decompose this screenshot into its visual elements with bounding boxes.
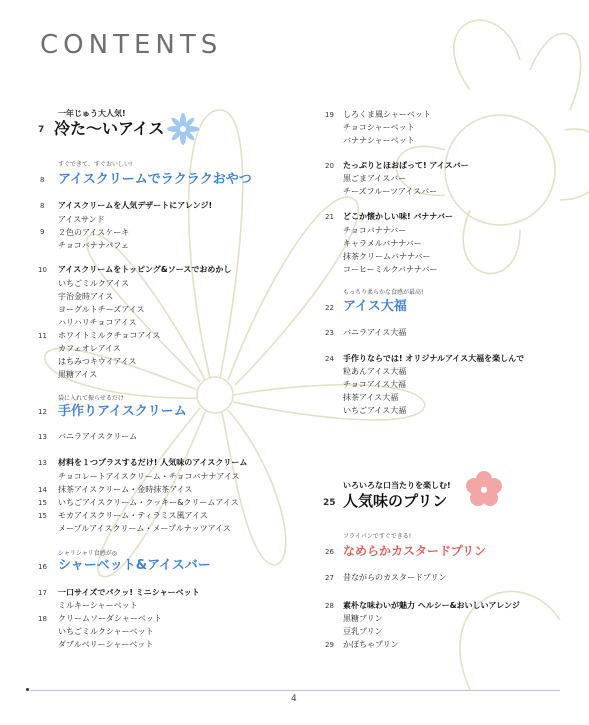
recipe-item: バナナシャーベット: [343, 136, 415, 145]
entry-heading: 素朴な味わいが魅力 ヘルシー&おいしいアレンジ: [343, 601, 520, 610]
recipe-item: いちごアイスクリーム・クッキー&クリームアイス: [58, 498, 239, 507]
recipe-item: ２色のアイスケーキ: [58, 228, 130, 237]
recipe-item: しろくま風シャーベット: [343, 110, 431, 119]
entry-heading: アイスクリームをトッピング&ソースでおめかし: [58, 265, 232, 274]
page-ref: 15: [38, 512, 47, 520]
page-ref: 19: [325, 111, 334, 119]
recipe-item: コーヒーミルクバナナバー: [343, 265, 438, 274]
recipe-item: ホワイトミルクチョコアイス: [58, 331, 161, 340]
footer-dot: [26, 688, 29, 691]
section-tagline: シャリシャリ食感が◎: [58, 550, 117, 557]
recipe-item: 抹茶アイス大福: [343, 393, 399, 402]
entry-heading: 手作りならでは! オリジナルアイス大福を楽しんで: [343, 354, 525, 363]
page-ref: 8: [40, 176, 45, 184]
recipe-item: ヨーグルトチーズアイス: [58, 305, 145, 314]
page-ref: 27: [325, 574, 334, 582]
recipe-item: 抹茶アイスクリーム・金時抹茶アイス: [58, 485, 193, 494]
section-tagline: フライパンですぐできる!: [343, 533, 412, 540]
recipe-item: チョコバナナパフェ: [58, 241, 129, 250]
entry-heading: どこか懐かしい味! バナナバー: [343, 212, 453, 221]
page-ref: 17: [38, 589, 47, 597]
recipe-item: 粒あんアイス大福: [343, 367, 407, 376]
page-ref: 13: [38, 459, 47, 467]
page-ref: 20: [325, 162, 334, 170]
recipe-item: 豆乳プリン: [343, 627, 383, 636]
recipe-item: はちみつキウイアイス: [58, 357, 137, 366]
recipe-item: いちごミルクシャーベット: [58, 627, 154, 636]
recipe-item: 黒糖プリン: [343, 614, 383, 623]
recipe-item: 抹茶クリームバナナバー: [343, 252, 431, 261]
page-ref: 16: [38, 563, 47, 571]
page-ref: 7: [38, 125, 45, 135]
section-title: シャーベット&アイスバー: [58, 558, 211, 573]
recipe-item: アイスサンド: [58, 215, 105, 224]
page-ref: 9: [40, 228, 45, 236]
recipe-item: メープルアイスクリーム・メープルナッツアイス: [58, 524, 231, 533]
recipe-item: チョコシャーベット: [343, 123, 415, 132]
recipe-item: チョコレートアイスクリーム・チョコバナナアイス: [58, 472, 240, 481]
recipe-item: 黒ごまアイスバー: [343, 174, 407, 183]
recipe-item: キャラメルバナナバー: [343, 239, 422, 248]
recipe-item: チョコバナナバー: [343, 226, 407, 235]
page-title: CONTENTS: [40, 30, 223, 60]
recipe-item: いちごミルクアイス: [58, 279, 130, 288]
page-ref: 22: [325, 304, 334, 312]
section-title: アイス大福: [343, 299, 407, 314]
section-title: 人気味のプリン: [343, 492, 448, 510]
entry-heading: 材料を１つプラスするだけ! 人気味のアイスクリーム: [58, 458, 248, 467]
recipe-item: バニラアイス大福: [343, 328, 407, 337]
recipe-item: ハリハリチョコアイス: [58, 318, 137, 327]
section-title: なめらかカスタードプリン: [343, 544, 487, 558]
page-ref: 29: [325, 641, 334, 649]
recipe-item: 宇治金時アイス: [58, 292, 114, 301]
recipe-item: チーズフルーツアイスバー: [343, 187, 438, 196]
entry-heading: アイスクリームを人気デザートにアレンジ!: [58, 201, 213, 210]
recipe-item: クリームソーダシャーベット: [58, 614, 162, 623]
recipe-item: 黒糖アイス: [58, 370, 98, 379]
entry-heading: たっぷりとほおばって! アイスバー: [343, 161, 469, 170]
section-tagline: すぐできて、すぐおいしい!: [58, 161, 133, 168]
recipe-item: モカアイスクリーム・ティラミス風アイス: [58, 511, 208, 520]
page-ref: 15: [38, 499, 47, 507]
recipe-item: かぼちゃプリン: [343, 640, 399, 649]
page-ref: 18: [38, 615, 47, 623]
recipe-item: チョコアイス大福: [343, 380, 406, 389]
recipe-item: カフェオレアイス: [58, 344, 121, 353]
section-title: 冷た〜いアイス: [54, 119, 165, 138]
recipe-item: バニラアイスクリーム: [58, 432, 138, 441]
page-ref: 26: [325, 548, 334, 556]
section-tagline: もっちり柔らかな食感が最高!: [343, 289, 424, 296]
page-ref: 24: [325, 355, 334, 363]
section-title: アイスクリームでラクラクおやつ: [58, 172, 252, 187]
page-ref: 12: [38, 408, 47, 416]
page-ref: 28: [325, 602, 334, 610]
recipe-item: ミルキーシャーベット: [58, 601, 138, 610]
page-ref: 25: [323, 498, 336, 508]
page-ref: 13: [38, 433, 47, 441]
page-number: 4: [291, 694, 297, 704]
page-ref: 10: [38, 266, 47, 274]
recipe-item: いちごアイス大福: [343, 406, 407, 415]
recipe-item: 昔ながらのカスタードプリン: [343, 573, 447, 582]
section-title: 手作りアイスクリーム: [58, 404, 187, 419]
entry-heading: 一口サイズでパクッ! ミニシャーベット: [58, 588, 200, 597]
recipe-item: ダブルベリーシャーベット: [58, 640, 154, 649]
page-ref: 11: [38, 332, 47, 340]
section-tagline: 一年じゅう大人気!: [58, 109, 126, 118]
page-ref: 14: [38, 486, 47, 494]
page-ref: 23: [325, 329, 334, 337]
section-tagline: いろいろな口当たりを楽しむ!: [343, 481, 451, 490]
page-ref: 8: [40, 202, 45, 210]
section-tagline: 袋に入れて振らせるだけ: [58, 395, 124, 402]
page-ref: 21: [325, 213, 334, 221]
